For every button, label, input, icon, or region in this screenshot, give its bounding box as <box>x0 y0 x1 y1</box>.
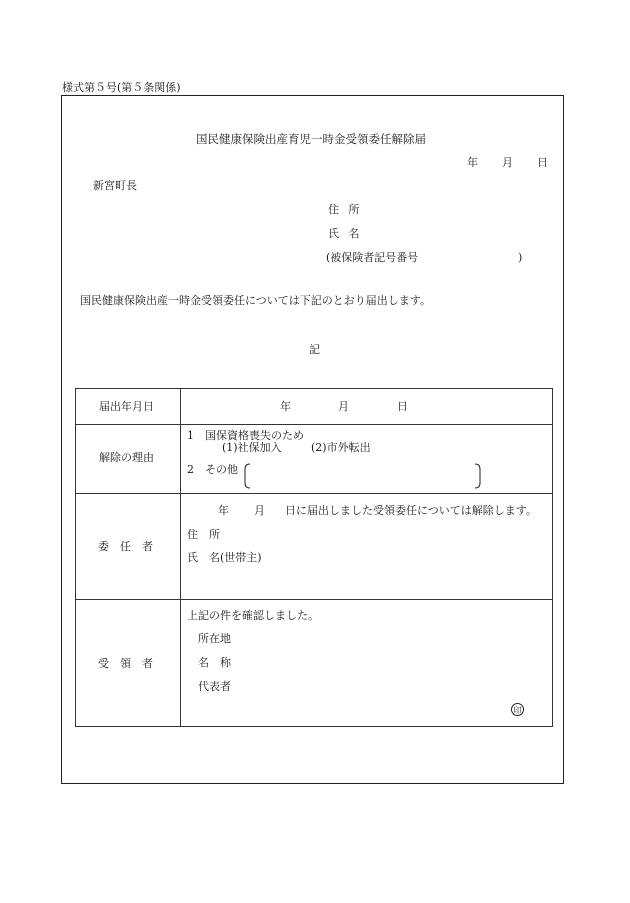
statement-text: 国民健康保険出産一時金受領委任については下記のとおり届出します。 <box>80 294 431 307</box>
date-day-label: 日 <box>537 156 548 169</box>
reason-sub-2: (2)市外転出 <box>311 441 371 454</box>
recipient-name-label: 名 称 <box>198 656 231 669</box>
delegator-date-year: 年 <box>218 504 229 517</box>
insured-number-label: (被保険者記号番号 <box>326 251 419 264</box>
recipient-location-label: 所在地 <box>198 632 231 645</box>
details-table <box>75 388 553 727</box>
delegator-label: 委 任 者 <box>98 540 153 553</box>
reason-item-2: 2 その他 <box>187 463 238 476</box>
delegator-address-label: 住 所 <box>187 528 220 541</box>
table-row-divider <box>76 493 552 494</box>
recipient-label: 受 領 者 <box>98 657 153 670</box>
table-row-divider <box>76 599 552 600</box>
ki-label: 記 <box>309 343 320 356</box>
applicant-name-label: 氏 名 <box>328 227 360 240</box>
other-reason-right-bracket <box>474 463 482 489</box>
form-title: 国民健康保険出産育児一時金受領委任解除届 <box>196 132 426 146</box>
form-number-note: 様式第５号(第５条関係) <box>62 81 181 94</box>
delegator-date-month: 月 <box>254 504 265 517</box>
filing-date-day: 日 <box>397 400 408 413</box>
filing-date-month: 月 <box>338 400 349 413</box>
reason-sub-1: (1)社保加入 <box>222 441 282 454</box>
addressee: 新宮町長 <box>93 179 137 192</box>
table-row-divider <box>76 424 552 425</box>
insured-number-close: ) <box>518 251 523 264</box>
recipient-confirm-text: 上記の件を確認しました。 <box>187 609 319 622</box>
delegator-date-text: 日に届出しました受領委任については解除します。 <box>285 504 537 517</box>
applicant-address-label: 住 所 <box>328 203 360 216</box>
reason-item-1: 1 国保資格喪失のため <box>187 429 304 442</box>
filing-date-label: 届出年月日 <box>99 400 154 413</box>
date-month-label: 月 <box>502 156 513 169</box>
delegator-name-label: 氏 名(世帯主) <box>187 551 262 564</box>
other-reason-left-bracket <box>244 463 252 489</box>
filing-date-year: 年 <box>280 400 291 413</box>
date-year-label: 年 <box>467 156 478 169</box>
table-column-divider <box>180 389 181 726</box>
seal-mark-icon: 印 <box>511 703 524 716</box>
recipient-representative-label: 代表者 <box>198 680 231 693</box>
reason-label: 解除の理由 <box>99 451 154 464</box>
